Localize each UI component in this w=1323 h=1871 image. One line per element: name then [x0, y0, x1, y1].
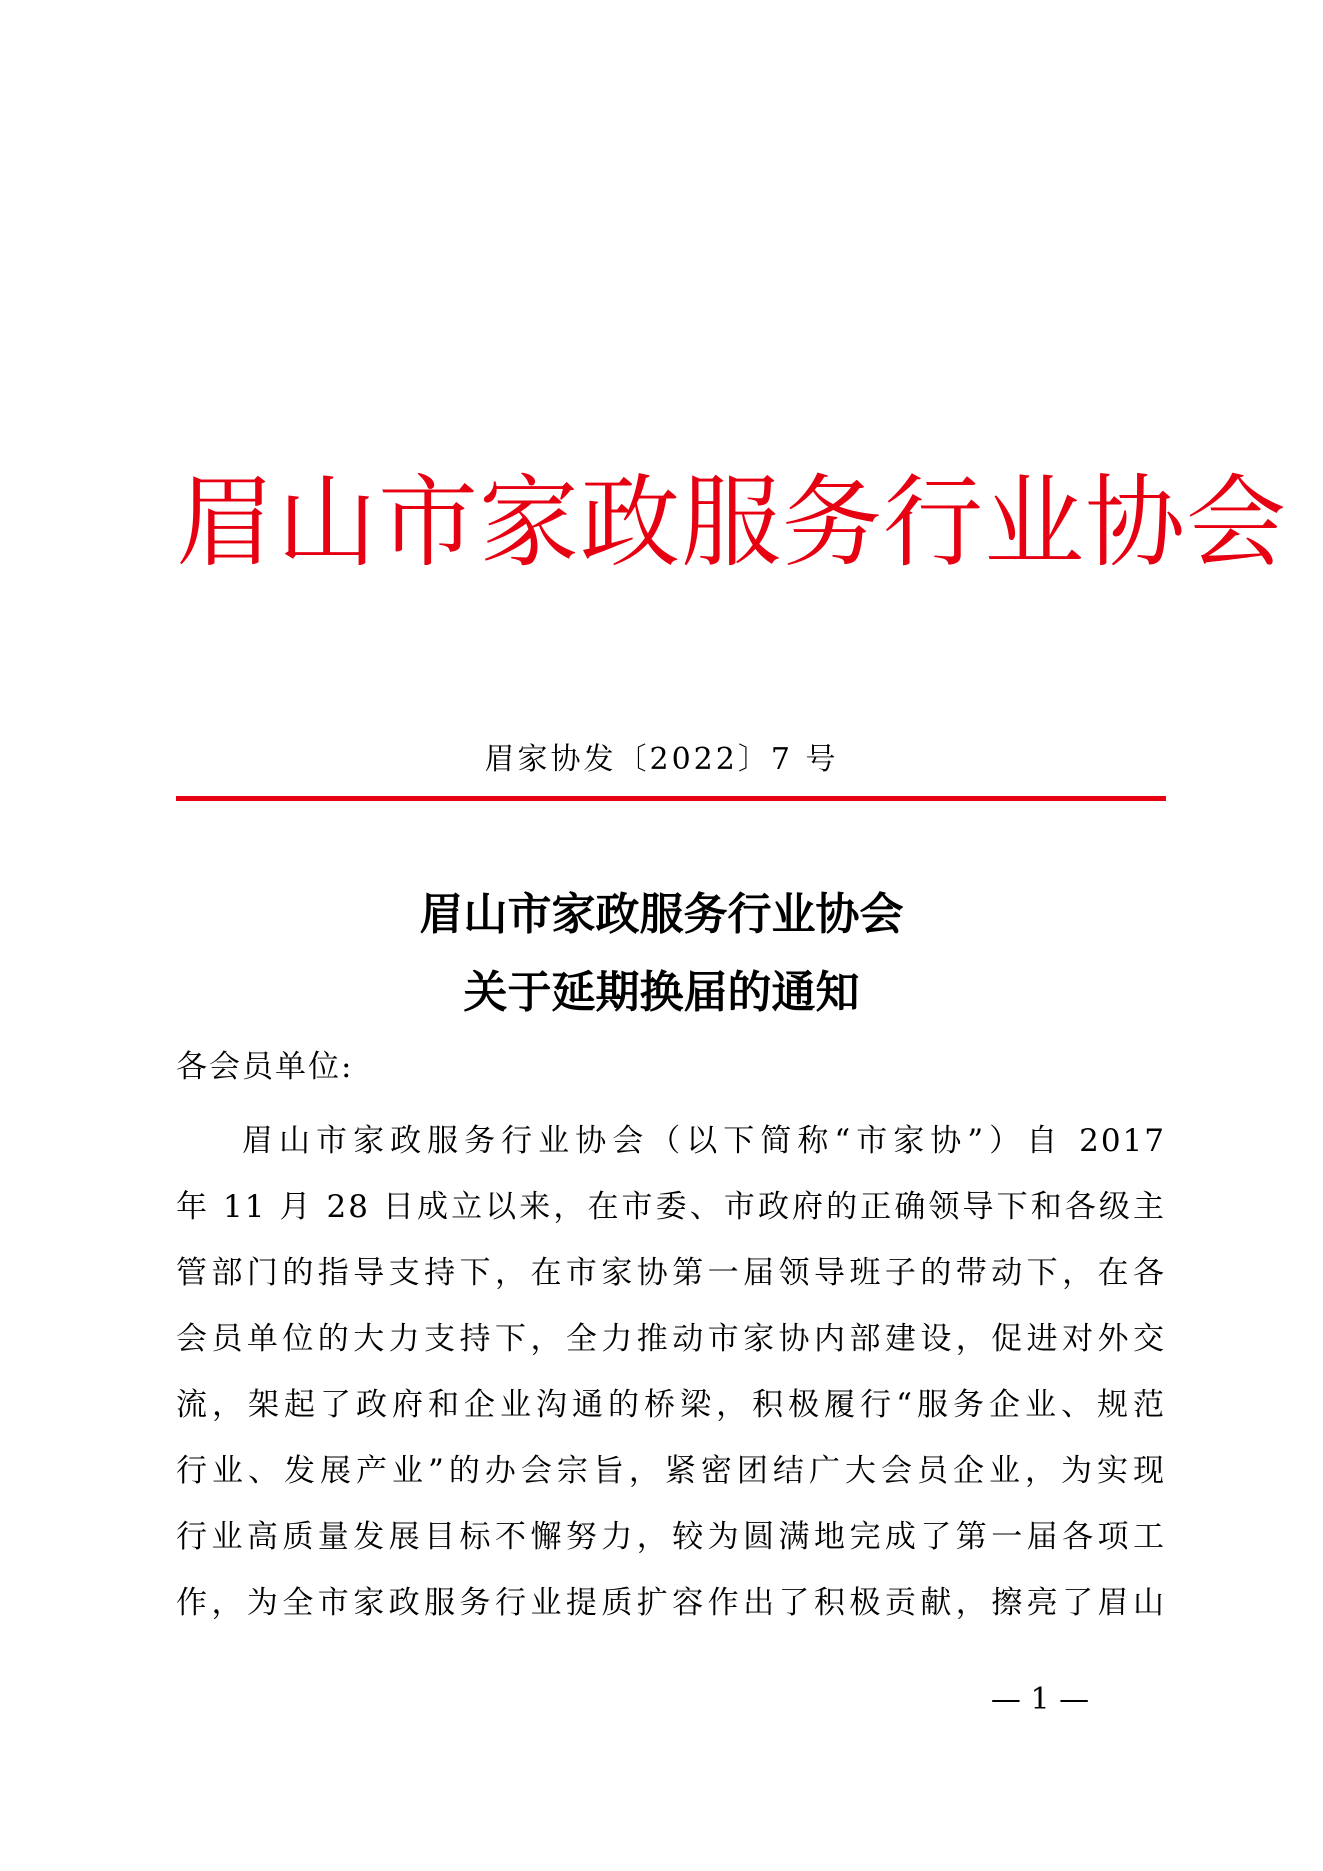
red-divider-line: [176, 796, 1166, 801]
body-line: 流，架起了政府和企业沟通的桥梁，积极履行“服务企业、规范: [176, 1387, 1166, 1423]
body-line: 眉山市家政服务行业协会（以下简称“市家协”）自 2017: [242, 1123, 1166, 1159]
body-line: 年 11 月 28 日成立以来，在市委、市政府的正确领导下和各级主: [176, 1189, 1166, 1225]
body-line: 作，为全市家政服务行业提质扩容作出了积极贡献，擦亮了眉山: [176, 1585, 1166, 1621]
notice-title-line-2: 关于延期换届的通知: [463, 967, 860, 1018]
body-line: 行业高质量发展目标不懈努力，较为圆满地完成了第一届各项工: [176, 1519, 1166, 1555]
body-line: 管部门的指导支持下，在市家协第一届领导班子的带动下，在各: [176, 1255, 1166, 1291]
salutation: 各会员单位:: [176, 1049, 354, 1085]
issuing-organization-header: 眉山市家政服务行业协会: [176, 464, 1287, 581]
notice-title-line-1: 眉山市家政服务行业协会: [419, 889, 904, 940]
body-line: 会员单位的大力支持下，全力推动市家协内部建设，促进对外交: [176, 1321, 1166, 1357]
body-paragraph: [176, 1108, 1166, 1636]
document-number: 眉家协发〔2022〕7 号: [484, 742, 839, 777]
page-number: — 1 —: [990, 1682, 1090, 1717]
body-line: 行业、发展产业”的办会宗旨，紧密团结广大会员企业，为实现: [176, 1453, 1166, 1489]
